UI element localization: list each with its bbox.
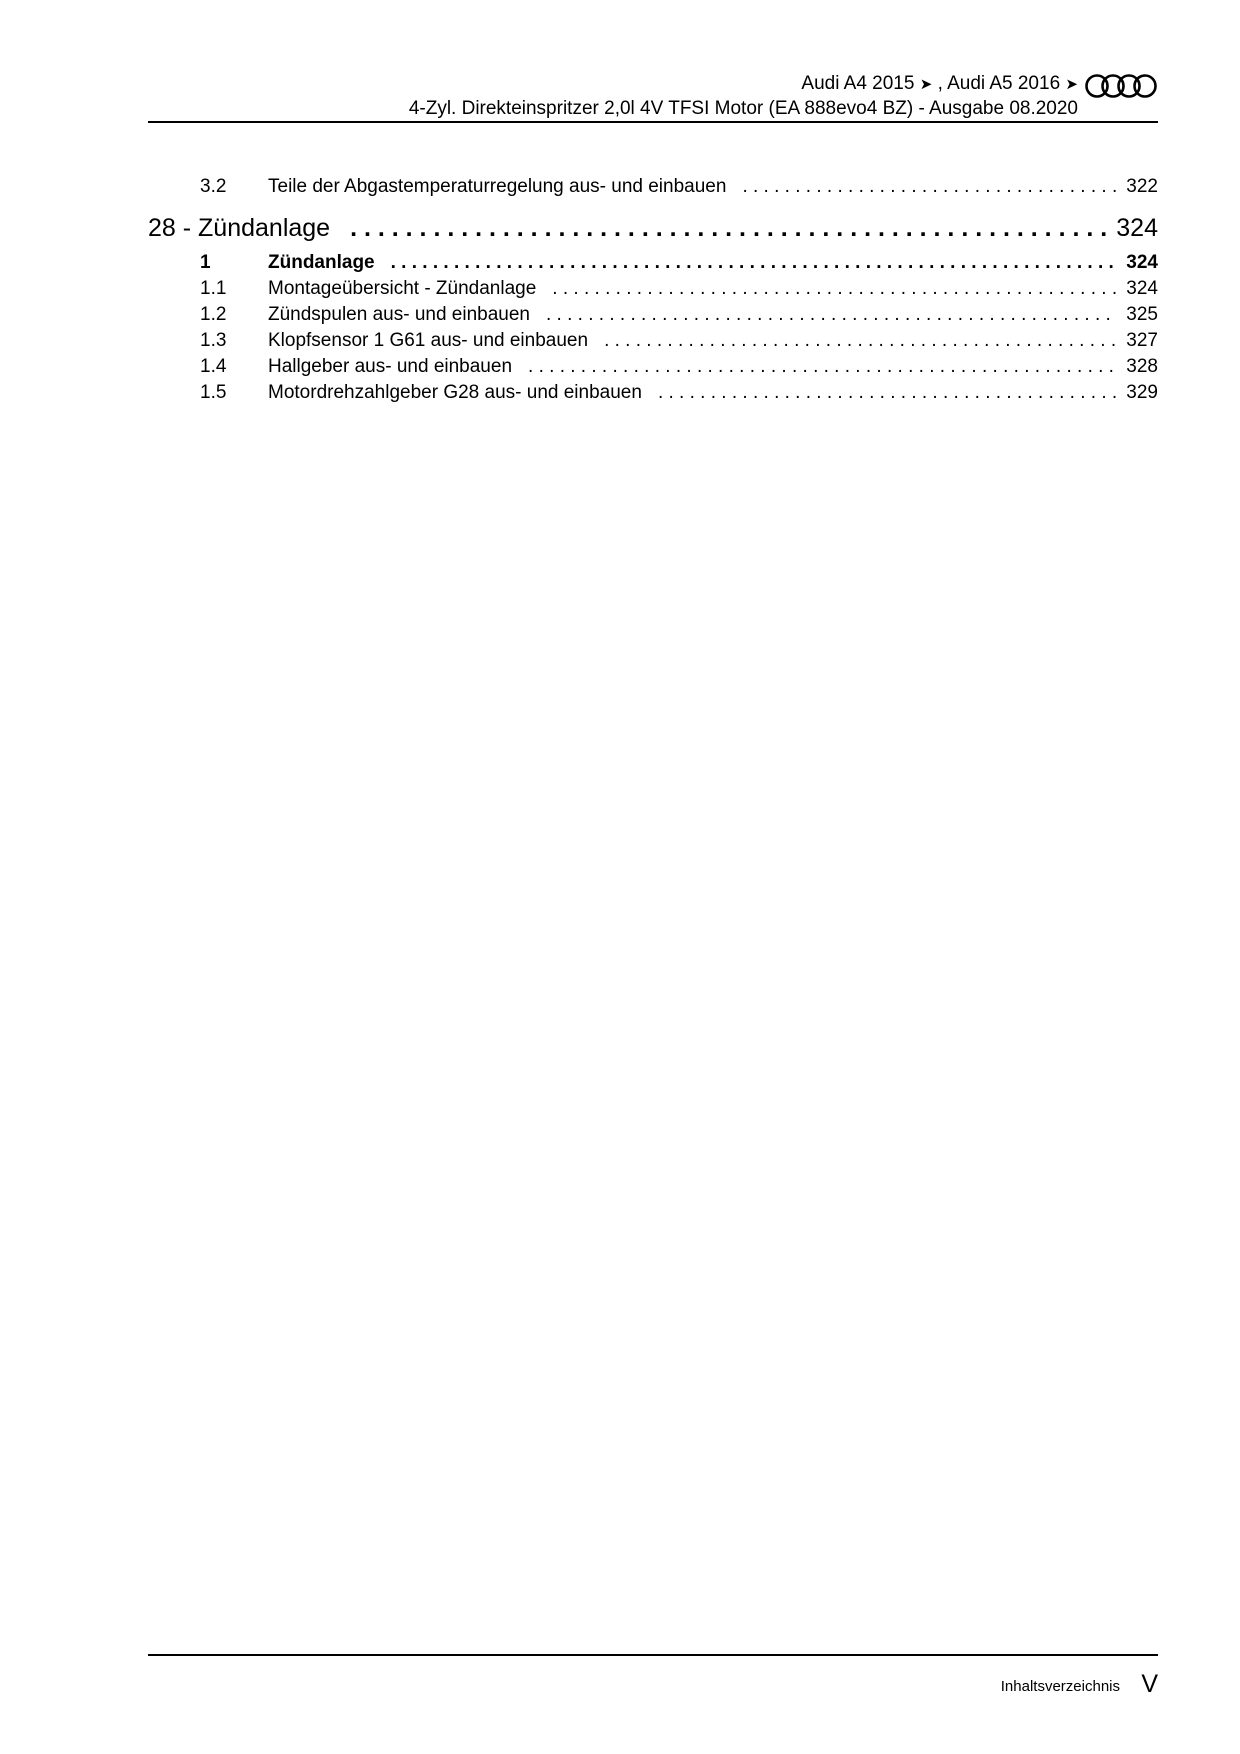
toc-entry[interactable]: [148, 302, 1158, 328]
toc-entry-number: 1.1: [200, 278, 227, 299]
page-header: [148, 70, 1158, 124]
footer-section-label: Inhaltsverzeichnis: [1000, 1678, 1120, 1695]
audi-rings-icon: [1084, 72, 1158, 100]
toc-entry[interactable]: [148, 276, 1158, 302]
dot-leader: [604, 328, 1116, 354]
toc-entry-title: Hallgeber aus- und einbauen: [268, 356, 513, 377]
table-of-contents: [148, 174, 1158, 406]
toc-entry[interactable]: [148, 250, 1158, 276]
toc-chapter[interactable]: [148, 206, 1158, 250]
toc-entry-number: 3.2: [200, 176, 227, 197]
toc-entry-page: 329: [1126, 382, 1158, 403]
toc-entry-number: 1.3: [200, 330, 227, 351]
toc-entry-number: 1: [200, 252, 211, 273]
toc-entry-number: 1.4: [200, 356, 227, 377]
toc-entry-number: 1.5: [200, 382, 227, 403]
dot-leader: [658, 380, 1116, 406]
toc-entry-page: 324: [1126, 252, 1158, 273]
model-a5: , Audi A5 2016: [937, 73, 1061, 94]
toc-entry-title: Zündspulen aus- und einbauen: [268, 304, 530, 325]
chapter-page: 324: [1116, 214, 1158, 242]
dot-leader: [552, 276, 1116, 302]
dot-leader: [546, 302, 1116, 328]
footer-page-number: V: [1141, 1670, 1158, 1698]
toc-entry-page: 324: [1126, 278, 1158, 299]
toc-entry[interactable]: [148, 328, 1158, 354]
toc-entry[interactable]: [148, 380, 1158, 406]
footer-divider: [148, 1654, 1158, 1656]
toc-entry[interactable]: [148, 354, 1158, 380]
toc-entry-title: Zündanlage: [268, 252, 375, 273]
arrow-right-icon: ➤: [919, 76, 933, 93]
chapter-title: 28 - Zündanlage: [148, 214, 331, 242]
arrow-right-icon: ➤: [1065, 76, 1078, 93]
header-divider: [148, 121, 1158, 123]
dot-leader: [350, 206, 1112, 250]
toc-entry-title: Motordrehzahlgeber G28 aus- und einbauen: [268, 382, 642, 403]
toc-entry-page: 322: [1126, 176, 1158, 197]
toc-entry-page: 328: [1126, 356, 1158, 377]
toc-entry[interactable]: [148, 174, 1158, 200]
dot-leader: [742, 174, 1116, 200]
toc-entry-page: 327: [1126, 330, 1158, 351]
toc-entry-title: Klopfsensor 1 G61 aus- und einbauen: [268, 330, 589, 351]
toc-entry-page: 325: [1126, 304, 1158, 325]
model-a4: Audi A4 2015: [801, 73, 915, 94]
engine-subtitle: 4-Zyl. Direkteinspritzer 2,0l 4V TFSI Motor (EA 888evo4 BZ) - Ausgabe 08.2020: [408, 98, 1078, 119]
dot-leader: [391, 250, 1117, 276]
vehicle-models: [801, 73, 1078, 95]
toc-entry-number: 1.2: [200, 304, 227, 325]
page-footer: [148, 1654, 1158, 1704]
dot-leader: [528, 354, 1116, 380]
toc-entry-title: Teile der Abgastemperaturregelung aus- und einbauen: [268, 176, 727, 197]
toc-entry-title: Montageübersicht - Zündanlage: [268, 278, 537, 299]
